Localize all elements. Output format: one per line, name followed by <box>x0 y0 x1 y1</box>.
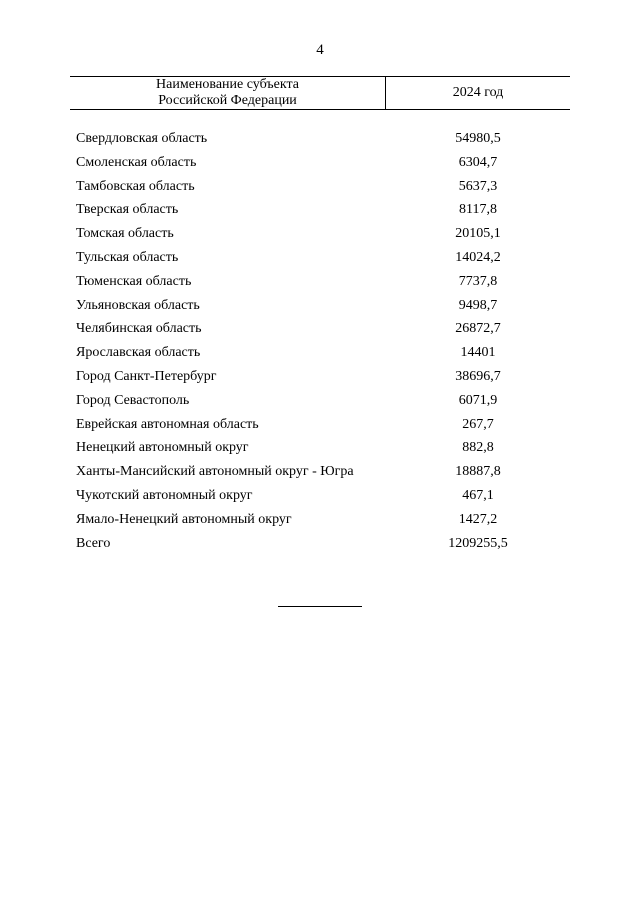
subject-value: 8117,8 <box>459 202 497 218</box>
subject-name: Чукотский автономный округ <box>76 487 253 503</box>
subject-name: Тульская область <box>76 249 179 265</box>
subject-name: Ямало-Ненецкий автономный округ <box>76 511 292 527</box>
subject-name: Ярославская область <box>76 345 201 361</box>
subject-name: Тверская область <box>76 202 179 218</box>
table-row <box>76 294 570 318</box>
subject-value: 54980,5 <box>455 131 501 146</box>
table-body <box>76 127 570 555</box>
table-row <box>76 532 570 556</box>
table-row <box>76 365 570 389</box>
subject-value: 882,8 <box>462 440 494 456</box>
subject-name: Еврейская автономная область <box>76 416 259 432</box>
table-row <box>76 413 570 437</box>
subject-value: 1427,2 <box>458 511 498 527</box>
column-header-year: 2024 год <box>452 85 504 100</box>
subject-value: 14024,2 <box>455 249 501 265</box>
subject-name: Тюменская область <box>76 273 192 289</box>
table-row <box>76 341 570 365</box>
subject-value: 14401 <box>460 345 496 361</box>
table-row <box>76 317 570 341</box>
table-row <box>76 270 570 294</box>
column-header-subject-line2: Российской Федерации <box>158 93 297 108</box>
table-row <box>76 222 570 246</box>
subject-value: 7737,8 <box>458 273 498 289</box>
column-header-subject <box>70 77 385 109</box>
subject-value: 18887,8 <box>455 464 501 480</box>
subject-name: Ханты-Мансийский автономный округ - Югра <box>76 464 354 480</box>
subject-name: Город Санкт-Петербург <box>76 368 217 384</box>
table-header <box>70 76 570 110</box>
subject-value: 26872,7 <box>455 321 501 337</box>
table-row <box>76 436 570 460</box>
subject-value: 467,1 <box>462 487 494 503</box>
table-row <box>76 460 570 484</box>
table-row <box>76 246 570 270</box>
subject-value: 9498,7 <box>458 297 498 313</box>
subject-name: Ненецкий автономный округ <box>76 440 249 456</box>
table-row <box>76 484 570 508</box>
table-row <box>76 175 570 199</box>
subject-value: 5637,3 <box>458 178 498 194</box>
subject-value: 6071,9 <box>458 392 498 408</box>
subject-name: Ульяновская область <box>76 297 200 313</box>
subject-value: 6304,7 <box>458 154 498 170</box>
subject-name: Тамбовская область <box>76 178 195 194</box>
table-row <box>76 151 570 175</box>
subject-value: 20105,1 <box>455 226 501 242</box>
subject-value: 267,7 <box>462 416 494 432</box>
subject-value: 1209255,5 <box>448 535 508 551</box>
subject-name: Томская область <box>76 226 174 242</box>
table-row <box>76 127 570 151</box>
table-row <box>76 389 570 413</box>
column-header-subject-line1: Наименование субъекта <box>156 77 299 92</box>
subject-name: Челябинская область <box>76 321 202 337</box>
table-row <box>76 198 570 222</box>
subject-name: Смоленская область <box>76 154 197 170</box>
page-number: 4 <box>316 42 324 58</box>
subject-value: 38696,7 <box>455 368 501 384</box>
subject-name: Всего <box>76 535 111 551</box>
subject-name: Город Севастополь <box>76 392 190 408</box>
end-rule <box>278 606 362 607</box>
subject-name: Свердловская область <box>76 131 208 146</box>
table-row <box>76 508 570 532</box>
